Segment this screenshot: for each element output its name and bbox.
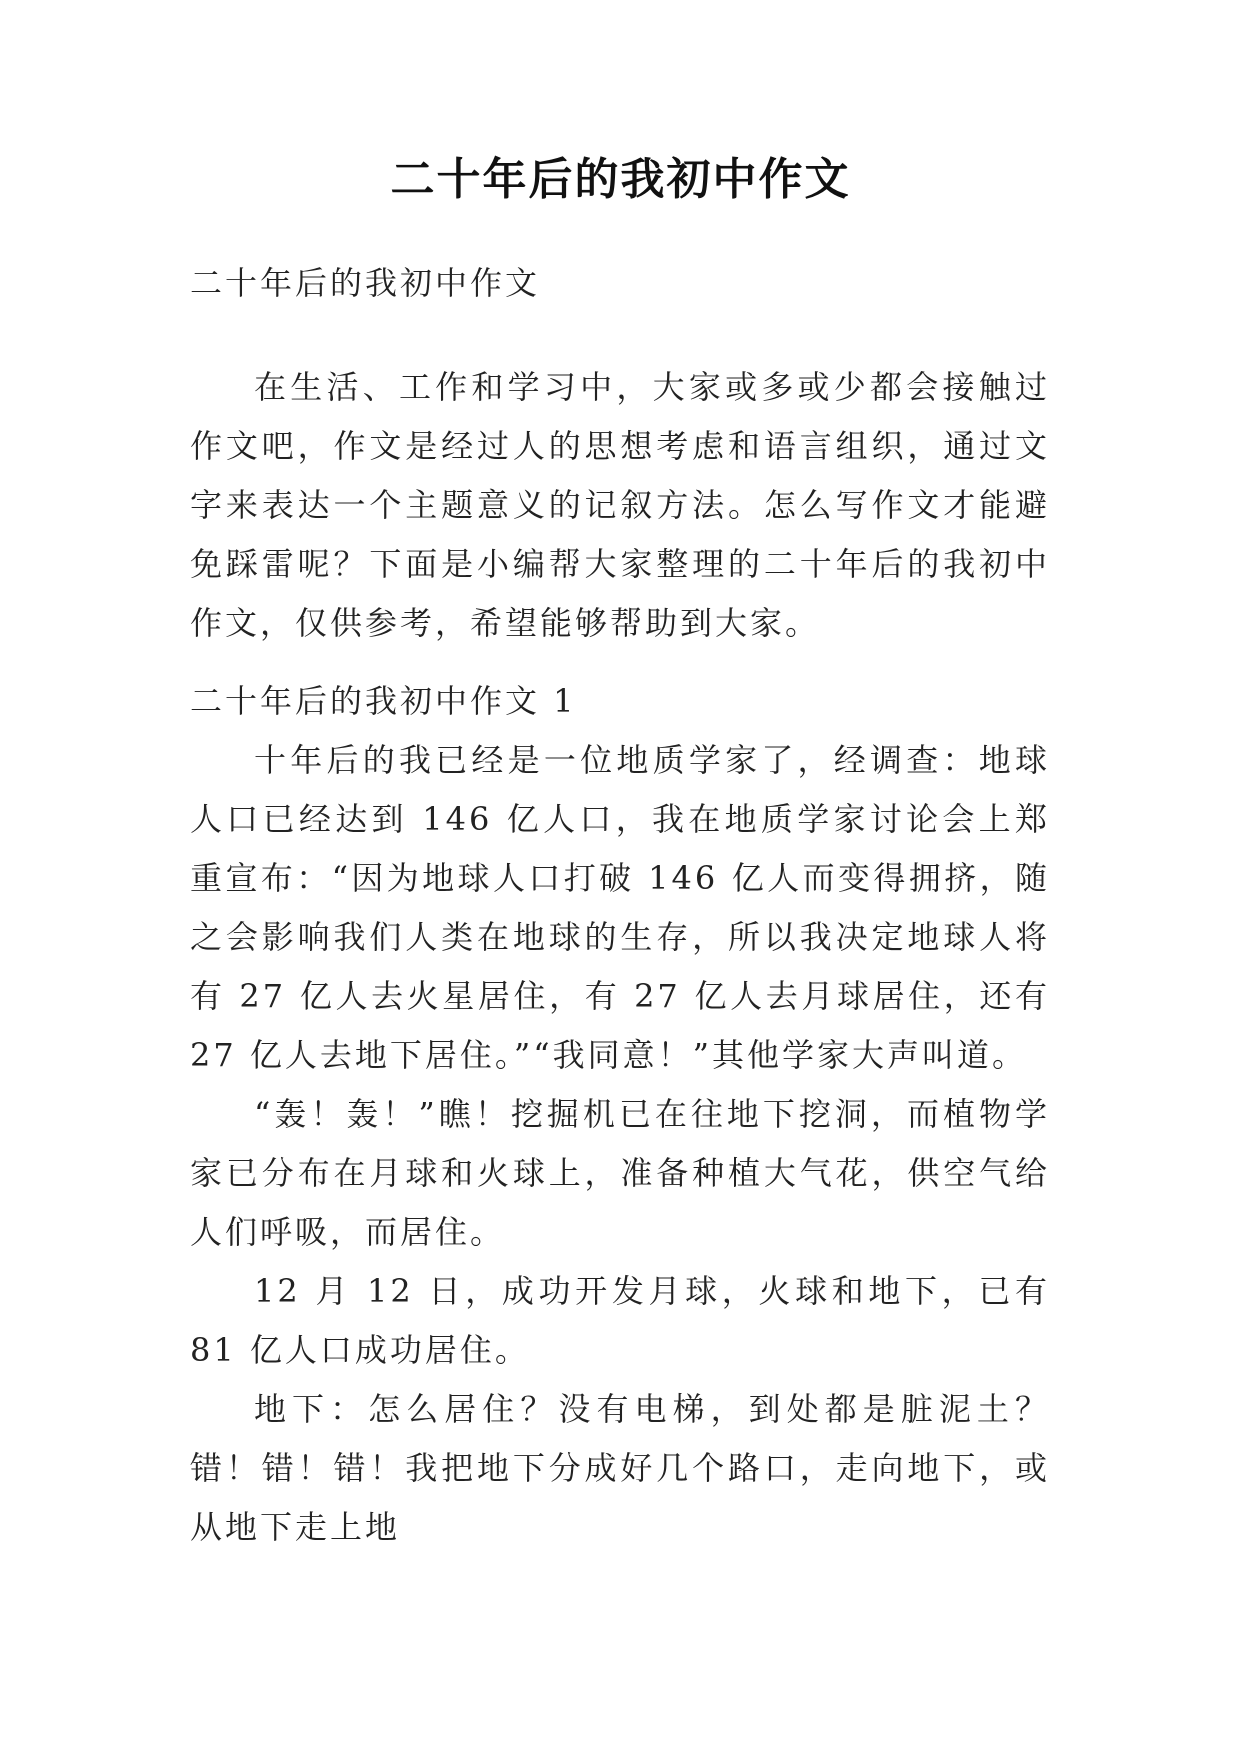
document-title: 二十年后的我初中作文 [390, 154, 851, 205]
document-subtitle: 二十年后的我初中作文 [190, 264, 541, 302]
section-body [190, 731, 1050, 1557]
intro-paragraph: 在生活、工作和学习中，大家或多或少都会接触过作文吧，作文是经过人的思想考虑和语言组织，通过文字来表达一个主题意义的记叙方法。怎么写作文才能避免踩雷呢？下面是小编帮大家整理的二十年后的我初中作文，仅供参考，希望能够帮助到大家。 [190, 368, 1050, 642]
body-paragraph: 12 月 12 日，成功开发月球，火球和地下，已有 81 亿人口成功居住。 [190, 1272, 1050, 1369]
body-paragraph: “轰！轰！”瞧！挖掘机已在往地下挖洞，而植物学家已分布在月球和火球上，准备种植大气花，供空气给人们呼吸，而居住。 [190, 1095, 1050, 1251]
section-heading: 二十年后的我初中作文 1 [190, 682, 577, 720]
body-paragraph: 十年后的我已经是一位地质学家了，经调查：地球人口已经达到 146 亿人口，我在地质学家讨论会上郑重宣布：“因为地球人口打破 146 亿人而变得拥挤，随之会影响我们人类在地球的生存，所以我决定地球人将有 27 亿人去火星居住，有 27 亿人去月球居住，还有 27 亿人去地下居住。”“我同意！”其他学家大声叫道。 [190, 741, 1050, 1074]
body-paragraph: 地下：怎么居住？没有电梯，到处都是脏泥土？错！错！错！我把地下分成好几个路口，走向地下，或从地下走上地 [190, 1390, 1050, 1546]
